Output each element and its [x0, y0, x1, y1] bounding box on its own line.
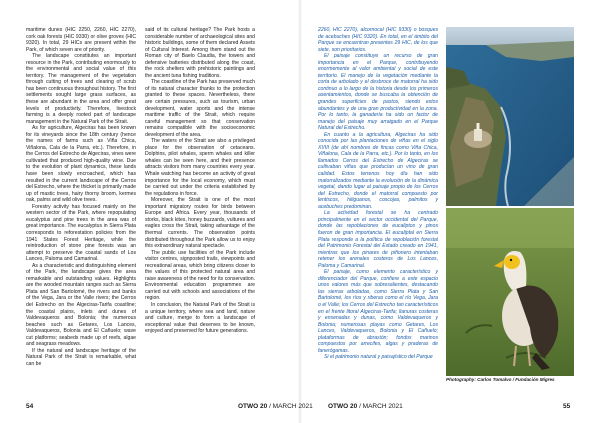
left-running-head — [238, 403, 313, 410]
right-running-head — [328, 403, 403, 410]
paragraph: The waters of the Strait are also a privileged place for the observation of cetaceans. Dolphins, pilot whales, sperm whales and killer whales can be seen here, and their presence attracts visitors from many countries every year. Whale watching has become an activity of great importance for the local economy, which must be carried out under the criteria established by the regulations in force. — [145, 138, 255, 197]
aerial-coast-illustration — [446, 27, 574, 206]
paragraph: As a characteristic and distinguishing element of the Park, the landscape gives the area remarkable and outstanding values. Highlights are the wooded mountain ranges such as Sierra Plata and San Bartolomé, the rivers and banks of the Vega, Jara or the Valle rivers; the Cerros del Estrecho on the Algeciras-Tarifa coastline; the coastal plains, inlets and dunes of Valdevaqueros and Bolonia; the numerous beaches such as Getares, Los Lances, Valdevaqueros, Bolonia and El Cañuelo; wave cut platforms; seabeds made up of reefs, algae and seagrass meadows. — [26, 262, 136, 348]
paragraph: If the natural and landscape heritage of the Natural Park of the Strait is remarkable, what can be — [26, 347, 136, 367]
right-page-number: 55 — [563, 403, 571, 410]
vulture-photo — [446, 208, 574, 376]
running-head-date: / MARCH 2021 — [267, 403, 313, 410]
right-page-spanish-column — [318, 27, 438, 374]
vulture-illustration — [446, 208, 574, 376]
paragraph: Si el patrimonio natural y paisajístico del Parque — [324, 354, 433, 361]
running-head-issue: OTWO 20 — [328, 403, 358, 410]
running-head-date: / MARCH 2021 — [357, 403, 403, 410]
paragraph: En cuanto a la agricultura, Algeciras ha sido conocida por las plantaciones de viñas en el siglo XVIII (de ahí nombres de fincas como Viña Chica, Viñalona, Cala de la Parra, etc.). Por lo tanto, en los llamados Cerros del Estrecho de Algeciras se cultivaban viñas que producían un vino de gran calidad. Estos terrenos hoy día han sido matorralizados mediante la evolución de la dinámica vegetal, dando lugar al paisaje propio de los Cerros del Estrecho, donde el matorral compuesto por lentiscos, hiliguanos, coscojas, palmitos y acebuches predominan. — [318, 131, 438, 210]
paragraph: La actividad forestal se ha centrado principalmente en el sector occidental del Parque, donde las repoblaciones de eucaliptos y pinos fueron de gran importancia. El eucaliptal en Sierra Plata responde a la política de repoblación forestal del Patrimonio Forestal del Estado creado en 1941, mientras que los pinares de piñonero intentaban retener los arenales costeros de Los Lances, Paloma y Camarinal. — [318, 210, 438, 269]
page-gutter — [298, 0, 302, 423]
paragraph: 2260, HIC 2270), alcornocal (HIC 9330) o bosques de acebuches (HIC 9320). En total, en el ámbito del Parque se encuentran presentes 29 HIC, de los que siete, son prioritarios. — [318, 27, 438, 53]
left-page-column-1 — [26, 27, 136, 374]
left-page-column-2 — [145, 27, 255, 374]
paragraph: said of its cultural heritage? The Park hosts a considerable number of archaeological sites and historic buildings, some of them declared Assets of Cultural Interest. Among them stand out the Roman city of Baelo Claudia, the towers and defensive batteries distributed along the coast, the rock shelters with prehistoric paintings and the ancient tuna fishing traditions. — [145, 27, 255, 79]
photo-caption: Photography: Carlos Tomalvo / Fundación Migres — [446, 377, 555, 382]
paragraph: The public use facilities of the Park include visitor centres, signposted trails, viewpoints and recreational areas, which bring citizens closer to the values of this protected natural area and raise awareness of the need for its conservation. Environmental education programmes are carried out with schools and associations of the region. — [145, 249, 255, 302]
left-page-number: 54 — [26, 403, 34, 410]
paragraph: The landscape constitutes an important resource in the Park, contributing enormously to the environmental and social value of this territory. The management of the vegetation through cutting of trees and clearing of scrub has been continuous throughout history. The first settlements sought large grass surfaces, as these are abundant in the area and offer great levels of productivity. Therefore, livestock farming is a deeply rooted part of landscape management in the Natural Park of the Strait. — [26, 53, 136, 125]
paragraph: El paisaje constituye un recurso de gran importancia en el Parque, contribuyendo enormemente al valor ambiental y social de este territorio. El manejo de la vegetación mediante la corta de arbolado y el desbroce de matorral ha sido continuo a lo largo de la historia desde los primeros asentamientos, donde se buscaba la obtención de grandes superficies de pastos, siendo estos abundantes y de una gran productividad en la zona. Por lo tanto, la ganadería ha sido un factor de manejo del paisaje muy arraigado en el Parque Natural del Estrecho. — [318, 53, 438, 132]
paragraph: The coastline of the Park has preserved much of its natural character thanks to the protection granted to these spaces. Nevertheless, there are certain pressures, such as tourism, urban development, water sports and the intense maritime traffic of the Strait, which require careful management so that conservation remains compatible with the socioeconomic development of the area. — [145, 79, 255, 138]
aerial-coast-photo — [446, 27, 574, 206]
running-head-issue: OTWO 20 — [238, 403, 268, 410]
paragraph: maritime dunes (HIC 2250, 2260, HIC 2270), cork oak forests (HIC 9330) or olive groves (HIC 9320). In total, 29 HICs are present within the Park, of which seven are of priority. — [26, 27, 136, 53]
paragraph: El paisaje, como elemento característico y diferenciador del Parque, confiere a este espacio unos valores más que sobresalientes, destacando las sierras arboladas, como Sierra Plata y San Bartolomé, los ríos y riberas como el río Vega, Jara o el Valle; los Cerros del Estrecho tan característicos en el frente litoral Algeciras-Tarifa; llanuras costeras y ensenadas y dunas, como Valdevaqueros y Bolonia; numerosas playas como Getares, Los Lances, Valdevaqueros, Bolonia y El Cañuelo; plataformas de abrasión; fondos marinos compuestos por arrecifes, algas y praderas de fanerógamas. — [318, 269, 438, 354]
paragraph: Forestry activity has focused mainly on the western sector of the Park, where repopulating eucalyptus and pine trees in the area was of great importance. The eucalyptus in Sierra Plata corresponds to reforestation policies from the 1941 States Forest Heritage, while the reintroduction of stone pine forests was an attempt to preserve the coastal sands of Los Lances, Paloma and Camarinal. — [26, 203, 136, 263]
paragraph: In conclusion, the Natural Park of the Strait is a unique territory, where sea and land, nature and culture, merge to form a landscape of exceptional value that deserves to be known, enjoyed and preserved for future generations. — [145, 301, 255, 335]
paragraph: As for agriculture, Algeciras has been known for its vineyards since the 18th century (hence the names of farms such as Viña Chica, Viñalona, Cala de la Parra, etc.). Therefore, in the Cerros del Estrecho de Algeciras, vines were cultivated that produced high-quality wine. Due to the evolution of plant dynamics, these lands have been slowly encroached, which has resulted in the current landscape of the Cerros del Estrecho, where the thicket is primarily made up of mastic trees, hairy thorny broom, kermes oak, palms and wild olive trees. — [26, 125, 136, 204]
paragraph: Moreover, the Strait is one of the most important migratory routes for birds between Europe and Africa. Every year, thousands of storks, black kites, honey buzzards, vultures and eagles cross the Strait, taking advantage of the thermal currents. The observation points distributed throughout the Park allow us to enjoy this extraordinary natural spectacle. — [145, 197, 255, 250]
